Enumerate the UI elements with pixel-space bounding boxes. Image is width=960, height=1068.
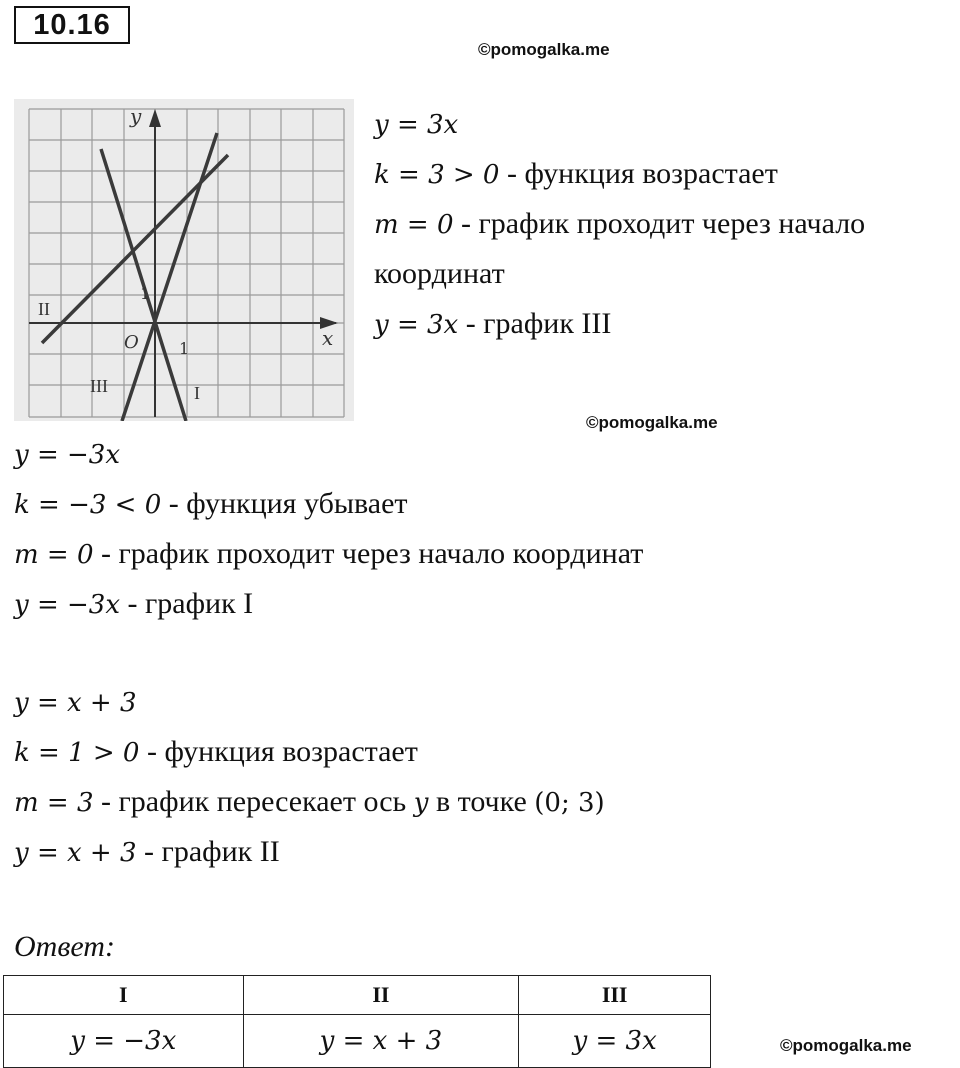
answer-header-cell: I — [4, 976, 244, 1015]
answer-table — [3, 975, 711, 1068]
block1-k-line: k = 3 > 0 - функция возрастает — [374, 157, 778, 190]
block2-result: y = −3x - график I — [14, 587, 254, 620]
answer-value-cell: y = 3x — [519, 1015, 711, 1068]
answer-table-header-row — [4, 976, 711, 1015]
answer-header-cell: III — [519, 976, 711, 1015]
tick-x-label: 1 — [179, 339, 190, 358]
axis-x-label: x — [322, 326, 334, 350]
answer-header-cell: II — [243, 976, 519, 1015]
line-label-I: I — [194, 383, 200, 403]
block2-equation: y = −3x — [14, 440, 120, 470]
watermark: ©pomogalka.me — [586, 413, 718, 432]
watermark: ©pomogalka.me — [780, 1036, 912, 1055]
graph-svg — [14, 99, 354, 421]
axis-y-label: y — [130, 104, 142, 128]
block2-m-line: m = 0 - график проходит через начало координат — [14, 537, 644, 570]
block2-k-line: k = −3 < 0 - функция убывает — [14, 487, 408, 520]
block3-equation: y = x + 3 — [14, 688, 137, 718]
block1-m-line-cont: координат — [374, 257, 505, 290]
line-label-III: III — [90, 376, 108, 396]
problem-number: 10.16 — [14, 6, 130, 44]
block1-m-line: m = 0 - график проходит через начало — [374, 207, 866, 240]
answer-value-cell: y = x + 3 — [243, 1015, 519, 1068]
answer-label: Ответ: — [14, 930, 115, 963]
block3-result: y = x + 3 - график II — [14, 835, 280, 868]
answer-value-cell: y = −3x — [4, 1015, 244, 1068]
graph-figure — [14, 99, 354, 421]
block1-equation: y = 3x — [374, 110, 459, 140]
block3-m-line: m = 3 - график пересекает ось y в точке (0; 3) — [14, 785, 605, 818]
block1-result: y = 3x - график III — [374, 307, 612, 340]
answer-table-row — [4, 1015, 711, 1068]
watermark: ©pomogalka.me — [478, 40, 610, 59]
origin-label: O — [124, 332, 139, 353]
tick-y-label: 1 — [140, 284, 151, 303]
line-label-II: II — [38, 299, 50, 319]
block3-k-line: k = 1 > 0 - функция возрастает — [14, 735, 418, 768]
